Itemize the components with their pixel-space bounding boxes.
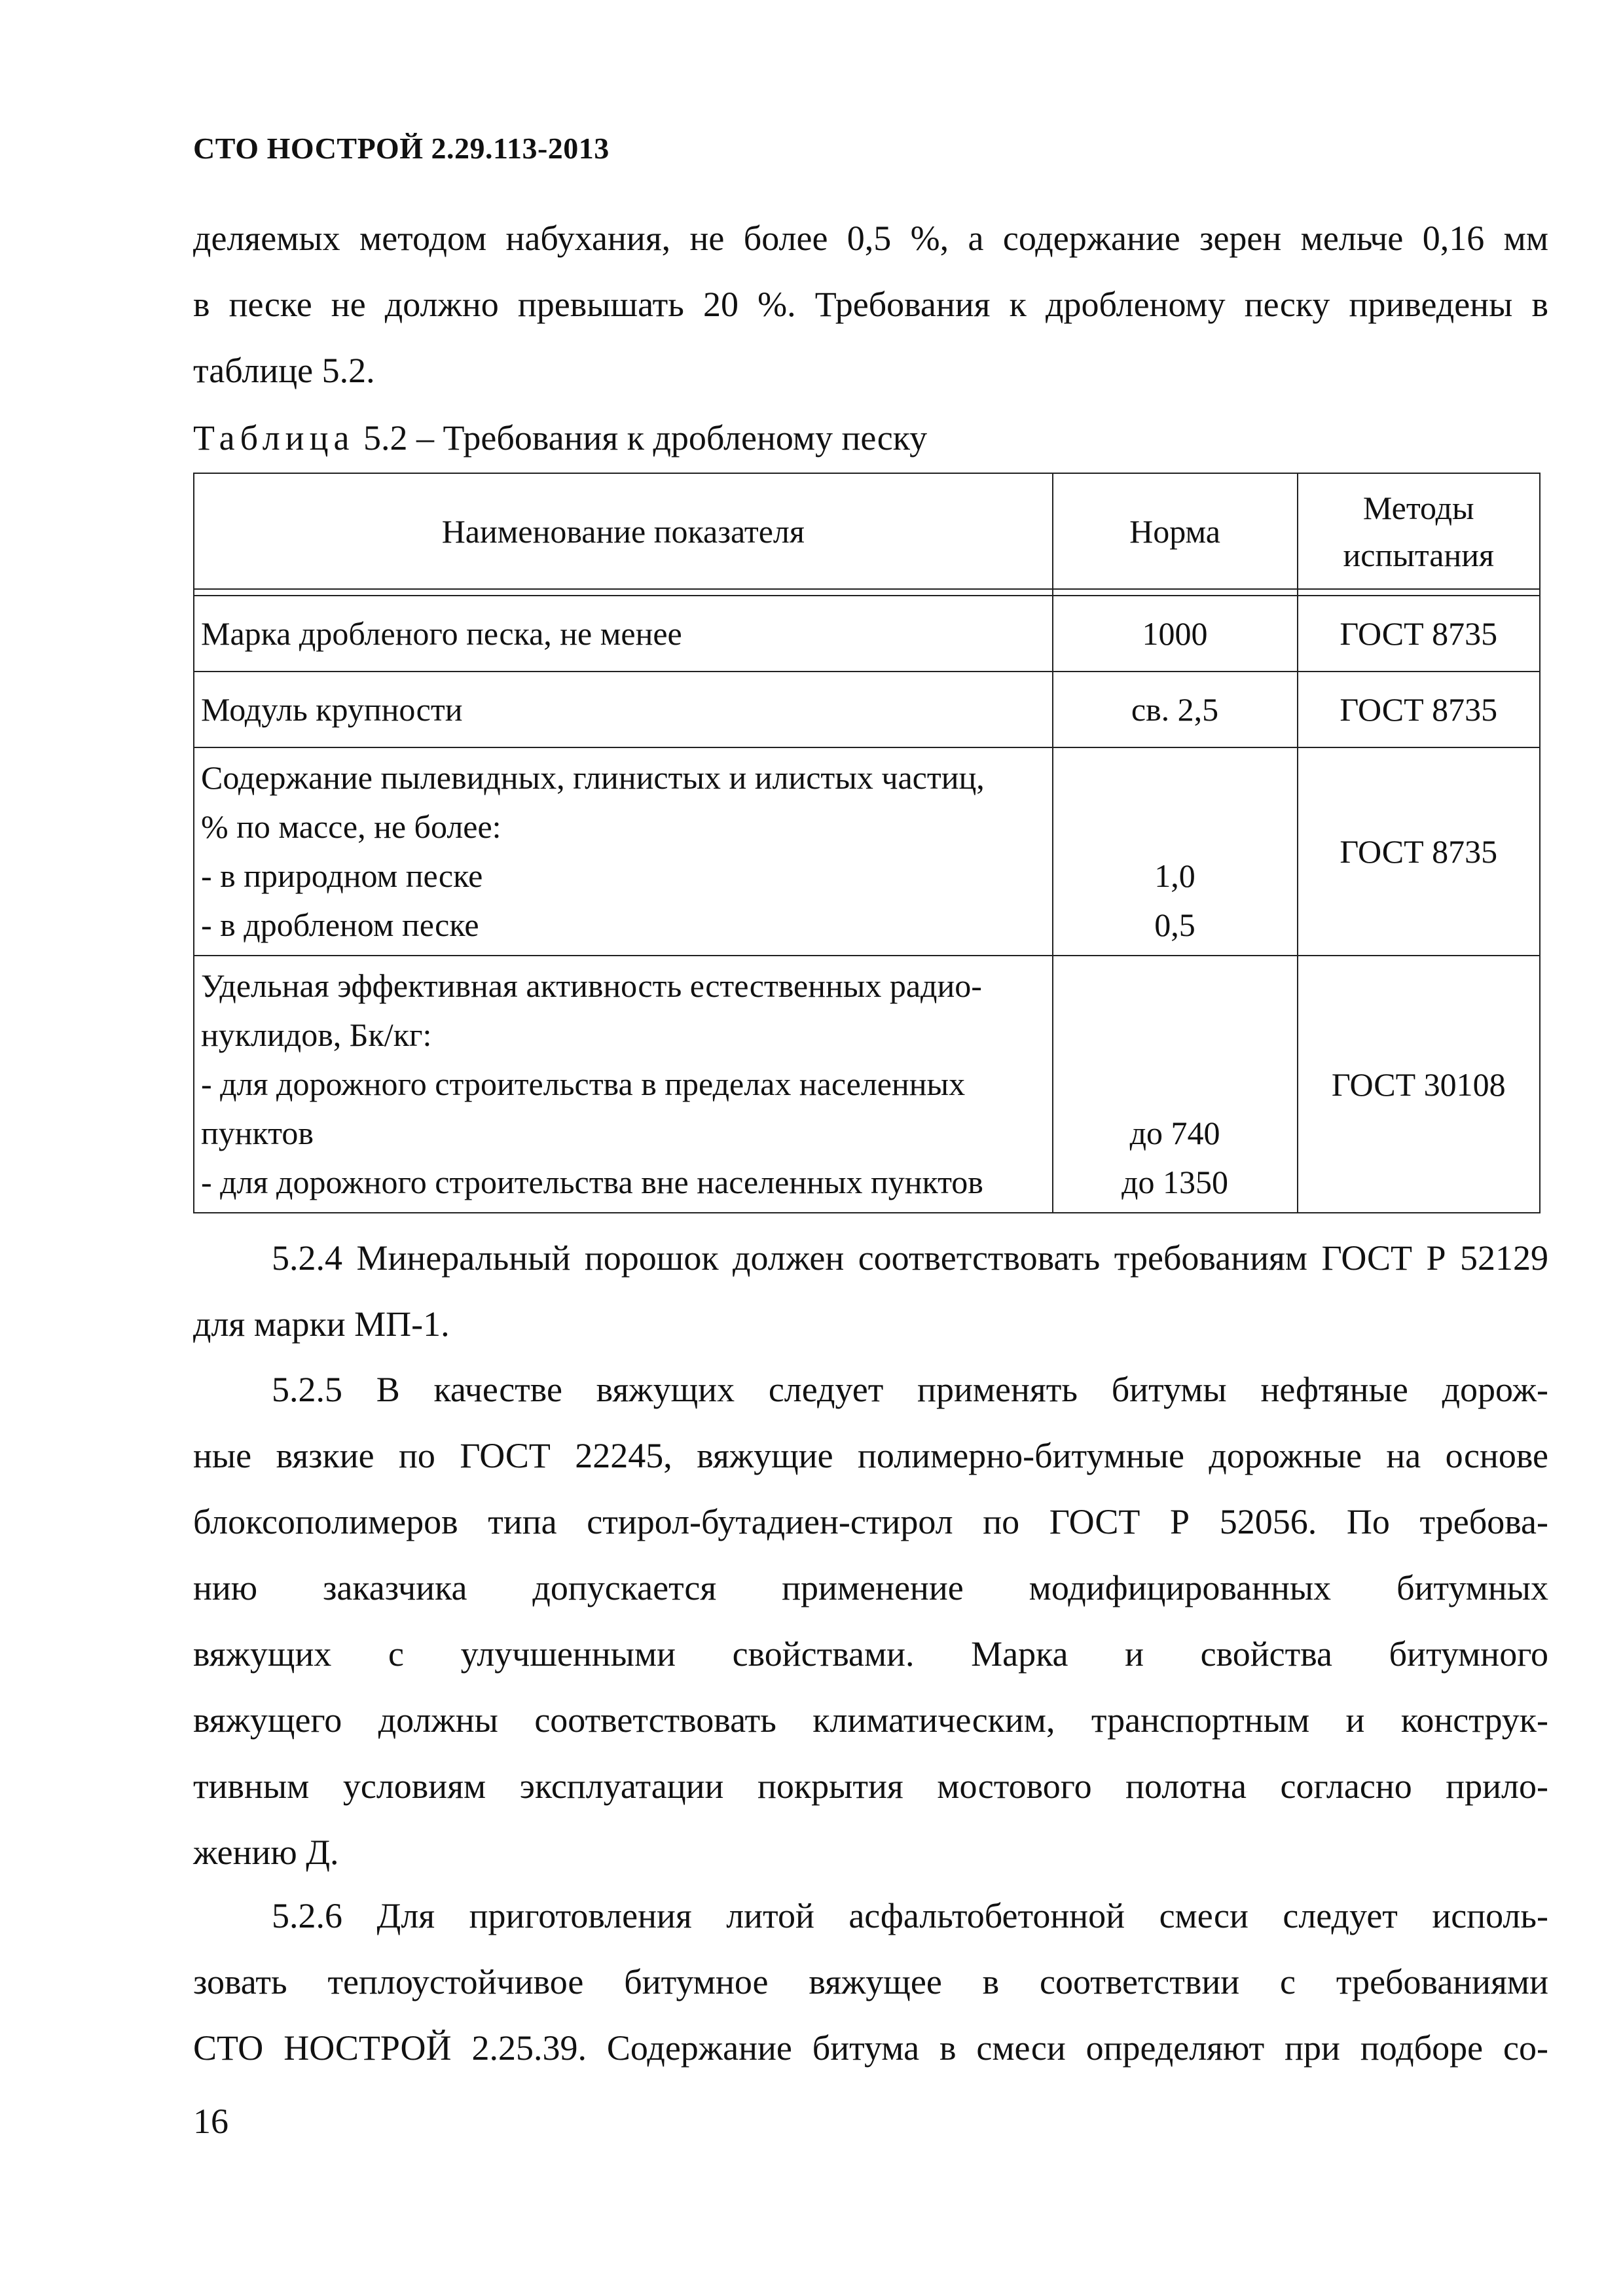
header-name: Наименование показателя <box>194 473 1053 589</box>
paragraph-5-2-4 <box>193 1225 1548 1357</box>
table-header-row <box>194 473 1540 589</box>
cell-method: ГОСТ 30108 <box>1298 956 1540 1213</box>
table-row <box>194 956 1540 1213</box>
table-row <box>194 747 1540 956</box>
cell-name <box>194 956 1053 1213</box>
text-line: вяжущего должны соответствовать климатическим, транспортным и конструк- <box>193 1700 1548 1740</box>
cell-line: нуклидов, Бк/кг: <box>201 1016 432 1053</box>
text-line: жению Д. <box>193 1833 339 1872</box>
text-line: деляемых методом набухания, не более 0,5 %, а содержание зерен мельче 0,16 мм <box>193 219 1548 258</box>
cell-norm: св. 2,5 <box>1053 672 1298 747</box>
table-caption <box>193 418 927 458</box>
cell-line: - в дробленом песке <box>201 906 479 943</box>
cell-line: - в природном песке <box>201 857 483 894</box>
cell-line: пунктов <box>201 1115 314 1151</box>
text-line: для марки МП-1. <box>193 1304 450 1344</box>
norm-value: 1,0 <box>1154 857 1195 894</box>
paragraph-5-2-6 <box>193 1883 1548 2081</box>
text-line: 5.2.6 Для приготовления литой асфальтобетонной смеси следует исполь- <box>272 1896 1548 1935</box>
document-header: СТО НОСТРОЙ 2.29.113-2013 <box>193 132 610 165</box>
cell-name <box>194 747 1053 956</box>
table-caption-text: 5.2 – Требования к дробленому песку <box>354 418 928 457</box>
paragraph-5-2-5 <box>193 1357 1548 1886</box>
text-line: тивным условиям эксплуатации покрытия мостового полотна согласно прило- <box>193 1767 1548 1806</box>
cell-norm: 1000 <box>1053 596 1298 672</box>
header-method-line: испытания <box>1343 536 1494 573</box>
cell-line: Содержание пылевидных, глинистых и илистых частиц, <box>201 759 985 796</box>
text-line: вяжущих с улучшенными свойствами. Марка и свойства битумного <box>193 1634 1548 1674</box>
text-line: 5.2.5 В качестве вяжущих следует применять битумы нефтяные дорож- <box>272 1370 1548 1409</box>
page-number: 16 <box>193 2102 228 2141</box>
text-line: блоксополимеров типа стирол-бутадиен-стирол по ГОСТ Р 52056. По требова- <box>193 1502 1548 1541</box>
cell-line: - для дорожного строительства вне населенных пунктов <box>201 1164 983 1200</box>
cell-method: ГОСТ 8735 <box>1298 747 1540 956</box>
table-row <box>194 672 1540 747</box>
cell-method: ГОСТ 8735 <box>1298 596 1540 672</box>
text-line: таблице 5.2. <box>193 351 375 390</box>
cell-norm <box>1053 956 1298 1213</box>
norm-value: до 1350 <box>1122 1164 1229 1200</box>
header-method-line: Методы <box>1362 489 1474 526</box>
cell-norm <box>1053 747 1298 956</box>
cell-line: - для дорожного строительства в пределах населенных <box>201 1066 966 1102</box>
text-line: ные вязкие по ГОСТ 22245, вяжущие полимерно-битумные дорожные на основе <box>193 1436 1548 1475</box>
text-line: СТО НОСТРОЙ 2.25.39. Содержание битума в смеси определяют при подборе со- <box>193 2028 1548 2068</box>
header-norm: Норма <box>1053 473 1298 589</box>
header-method <box>1298 473 1540 589</box>
cell-line: Удельная эффективная активность естественных радио- <box>201 967 982 1004</box>
cell-name: Марка дробленого песка, не менее <box>194 596 1053 672</box>
cell-line: % по массе, не более: <box>201 808 501 845</box>
text-line: зовать теплоустойчивое битумное вяжущее в соответствии с требованиями <box>193 1962 1548 2001</box>
requirements-table <box>193 473 1541 1213</box>
text-line: в песке не должно превышать 20 %. Требования к дробленому песку приведены в <box>193 285 1548 324</box>
text-line: нию заказчика допускается применение модифицированных битумных <box>193 1568 1548 1607</box>
intro-paragraph <box>193 206 1548 404</box>
cell-method: ГОСТ 8735 <box>1298 672 1540 747</box>
table-caption-label: Таблица <box>193 418 355 457</box>
header-separator <box>194 589 1540 596</box>
norm-value: 0,5 <box>1154 906 1195 943</box>
cell-name: Модуль крупности <box>194 672 1053 747</box>
norm-value: до 740 <box>1129 1115 1220 1151</box>
table-row <box>194 596 1540 672</box>
text-line: 5.2.4 Минеральный порошок должен соответствовать требованиям ГОСТ Р 52129 <box>272 1238 1548 1278</box>
